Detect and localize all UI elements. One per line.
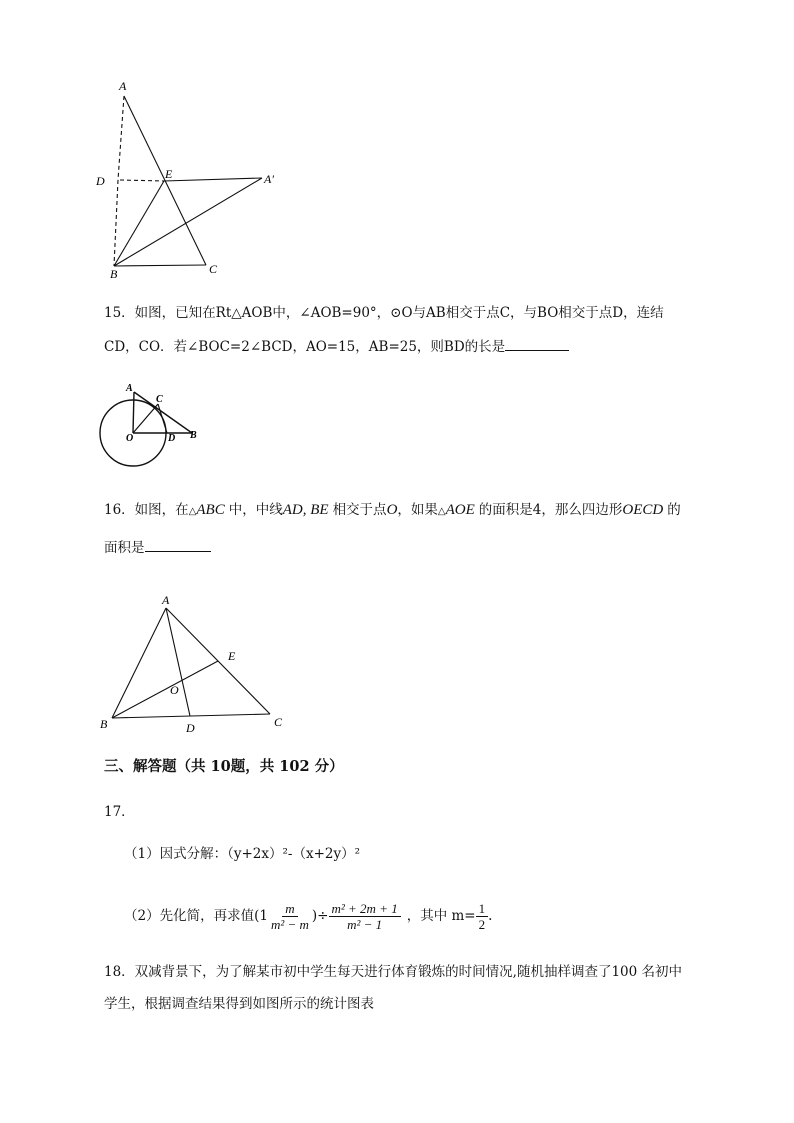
label-b: B (110, 267, 118, 281)
q15-line2 (104, 336, 569, 357)
label-o: O (126, 433, 134, 444)
label-c: C (209, 262, 218, 276)
figure-q16 (96, 590, 296, 740)
q17-part2-mid: )÷ (311, 908, 329, 924)
label-a-prime: A′ (264, 172, 274, 186)
answer-blank-q16 (145, 537, 211, 552)
q16-text-1: 16．如图，在 (104, 502, 189, 518)
fraction-expression (329, 901, 401, 932)
median-ad (166, 608, 190, 716)
q16-text-6: 的 (667, 502, 681, 518)
fraction-numerator: m (282, 901, 297, 917)
label-d: D (96, 174, 105, 188)
label-d: D (168, 433, 176, 444)
q16-text-3: 相交于点 (332, 502, 387, 518)
figure-q15 (96, 378, 206, 472)
segment-bc (114, 265, 206, 266)
q17-part1: （1）因式分解：（y+2x）²-（x+2y）² (124, 846, 361, 862)
q16-text-2: 中，中线 (228, 502, 283, 518)
fraction-one-half (476, 901, 489, 932)
fraction-numerator: m² + 2m + 1 (329, 901, 401, 917)
point-o: O (386, 502, 398, 518)
triangle-symbol: △ (188, 506, 197, 517)
q17-part2-suffix: ，其中 m= (406, 908, 476, 924)
segment-be (114, 181, 164, 266)
segment-ba-prime (114, 178, 262, 266)
q16-line1 (104, 500, 681, 522)
q17-number: 17． (104, 804, 135, 820)
fraction-denominator: m² − m (270, 916, 309, 932)
q17-part2 (124, 896, 492, 936)
segment-bc (112, 714, 270, 718)
fraction-denominator: m² − 1 (347, 916, 383, 932)
q16-text-5: 的面积是4，那么四边形 (478, 502, 623, 518)
label-o: O (170, 683, 179, 697)
label-b: B (190, 430, 197, 441)
medians-ad-be: AD, BE (282, 502, 329, 518)
label-d: D (186, 721, 195, 735)
section-heading: 三、解答题（共 10题，共 102 分） (104, 758, 344, 775)
label-b: B (100, 717, 108, 731)
label-c: C (274, 715, 283, 729)
fraction-m-over-m2-m (268, 901, 312, 932)
segment-ab (112, 608, 166, 718)
fraction-denominator: 2 (478, 916, 486, 932)
q15-line1: 15．如图，已知在Rt△AOB中，∠AOB=90°，⊙O与AB相交于点C，与BO相交于点D，连结 (104, 305, 664, 321)
label-e: E (165, 167, 173, 181)
label-e: E (228, 649, 236, 663)
q18-line2: 学生，根据调查结果得到如图所示的统计图表 (104, 996, 374, 1012)
segment-db-dashed (114, 180, 118, 266)
q18-line1: 18．双减背景下，为了解某市初中学生每天进行体育锻炼的时间情况,随机抽样调查了100 名初中 (104, 964, 683, 980)
label-a: A (162, 593, 170, 607)
label-a: A (126, 383, 133, 394)
label-a: A (119, 79, 127, 93)
segment-ab (134, 392, 192, 433)
q16-line2-text: 面积是 (104, 540, 145, 556)
segment-oc (133, 404, 158, 433)
segment-oa (133, 392, 134, 433)
fraction-numerator: 1 (476, 901, 489, 917)
segment-ea-prime (164, 178, 262, 181)
triangle-abc: ABC (196, 502, 225, 518)
q15-line2-text: CD，CO．若∠BOC=2∠BCD，AO=15，AB=25，则BD的长是 (104, 339, 506, 355)
q16-line2 (104, 537, 211, 558)
median-be (112, 661, 218, 718)
q17-part2-prefix: （2）先化简，再求值(1 (124, 908, 268, 924)
quad-oecd: OECD (622, 502, 664, 518)
q16-text-4: ，如果 (397, 502, 438, 518)
triangle-aoe: AOE (445, 502, 475, 518)
q17-end: . (488, 908, 493, 924)
segment-cd (158, 404, 167, 433)
triangle-symbol: △ (437, 506, 446, 517)
answer-blank-q15 (505, 336, 569, 351)
label-c: C (156, 394, 163, 405)
figure-q14 (90, 72, 290, 282)
segment-ad-dashed (118, 96, 124, 180)
segment-de-dashed (120, 180, 164, 181)
